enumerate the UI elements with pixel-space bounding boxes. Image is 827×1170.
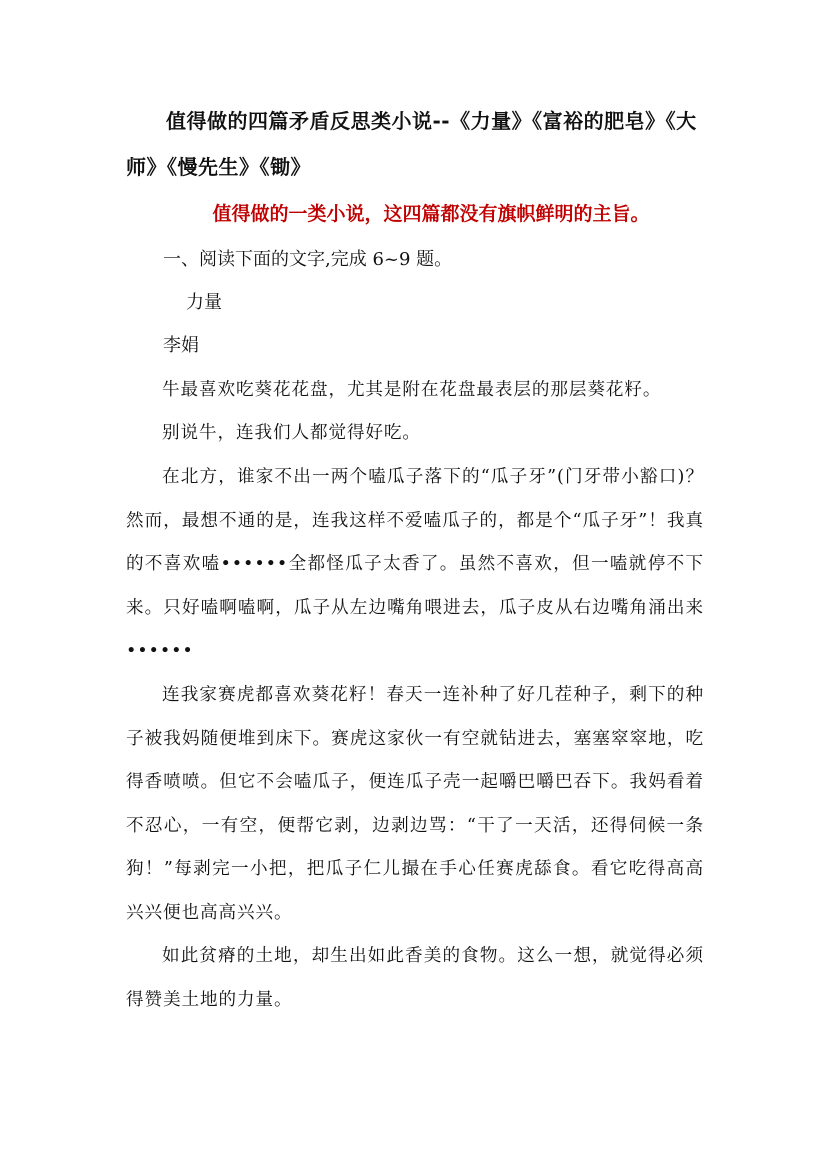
paragraph-3: 在北方，谁家不出一两个嗑瓜子落下的“瓜子牙”(门牙带小豁口)？然而，最想不通的是，连我这样不爱嗑瓜子的，都是个“瓜子牙”！我真的不喜欢嗑••••••全都怪瓜子太香了。虽然不喜欢，但一嗑就停不下来。只好嗑啊嗑啊，瓜子从左边嘴角喂进去，瓜子皮从右边嘴角涌出来•••••• (126, 467, 704, 662)
paragraph-4: 连我家赛虎都喜欢葵花籽！春天一连补种了好几茬种子，剩下的种子被我妈随便堆到床下。赛虎这家伙一有空就钻进去，塞塞窣窣地，吃得香喷喷。但它不会嗑瓜子，便连瓜子壳一起嚼巴嚼巴吞下。我妈看着不忍心，一有空，便帮它剥，边剥边骂：“干了一天活，还得伺候一条狗！”每剥完一小把，把瓜子仁儿撮在手心任赛虎舔食。看它吃得高高兴兴便也高高兴兴。 (126, 685, 704, 923)
story-title: 力量 (186, 292, 222, 313)
document-subtitle: 值得做的一类小说，这四篇都没有旗帜鲜明的主旨。 (212, 203, 650, 225)
paragraph-2: 别说牛，连我们人都觉得好吃。 (162, 423, 421, 443)
document-title: 值得做的四篇矛盾反思类小说--《力量》《富裕的肥皂》《大师》《慢先生》《锄》 (126, 109, 697, 179)
paragraph-5: 如此贫瘠的土地，却生出如此香美的食物。这么一想，就觉得必须得赞美土地的力量。 (126, 946, 704, 1010)
story-author: 李娟 (163, 335, 199, 356)
paragraph-1: 牛最喜欢吃葵花花盘，尤其是附在花盘最表层的那层葵花籽。 (162, 380, 662, 400)
question-instruction: 一、阅读下面的文字,完成 6~9 题。 (163, 249, 453, 270)
